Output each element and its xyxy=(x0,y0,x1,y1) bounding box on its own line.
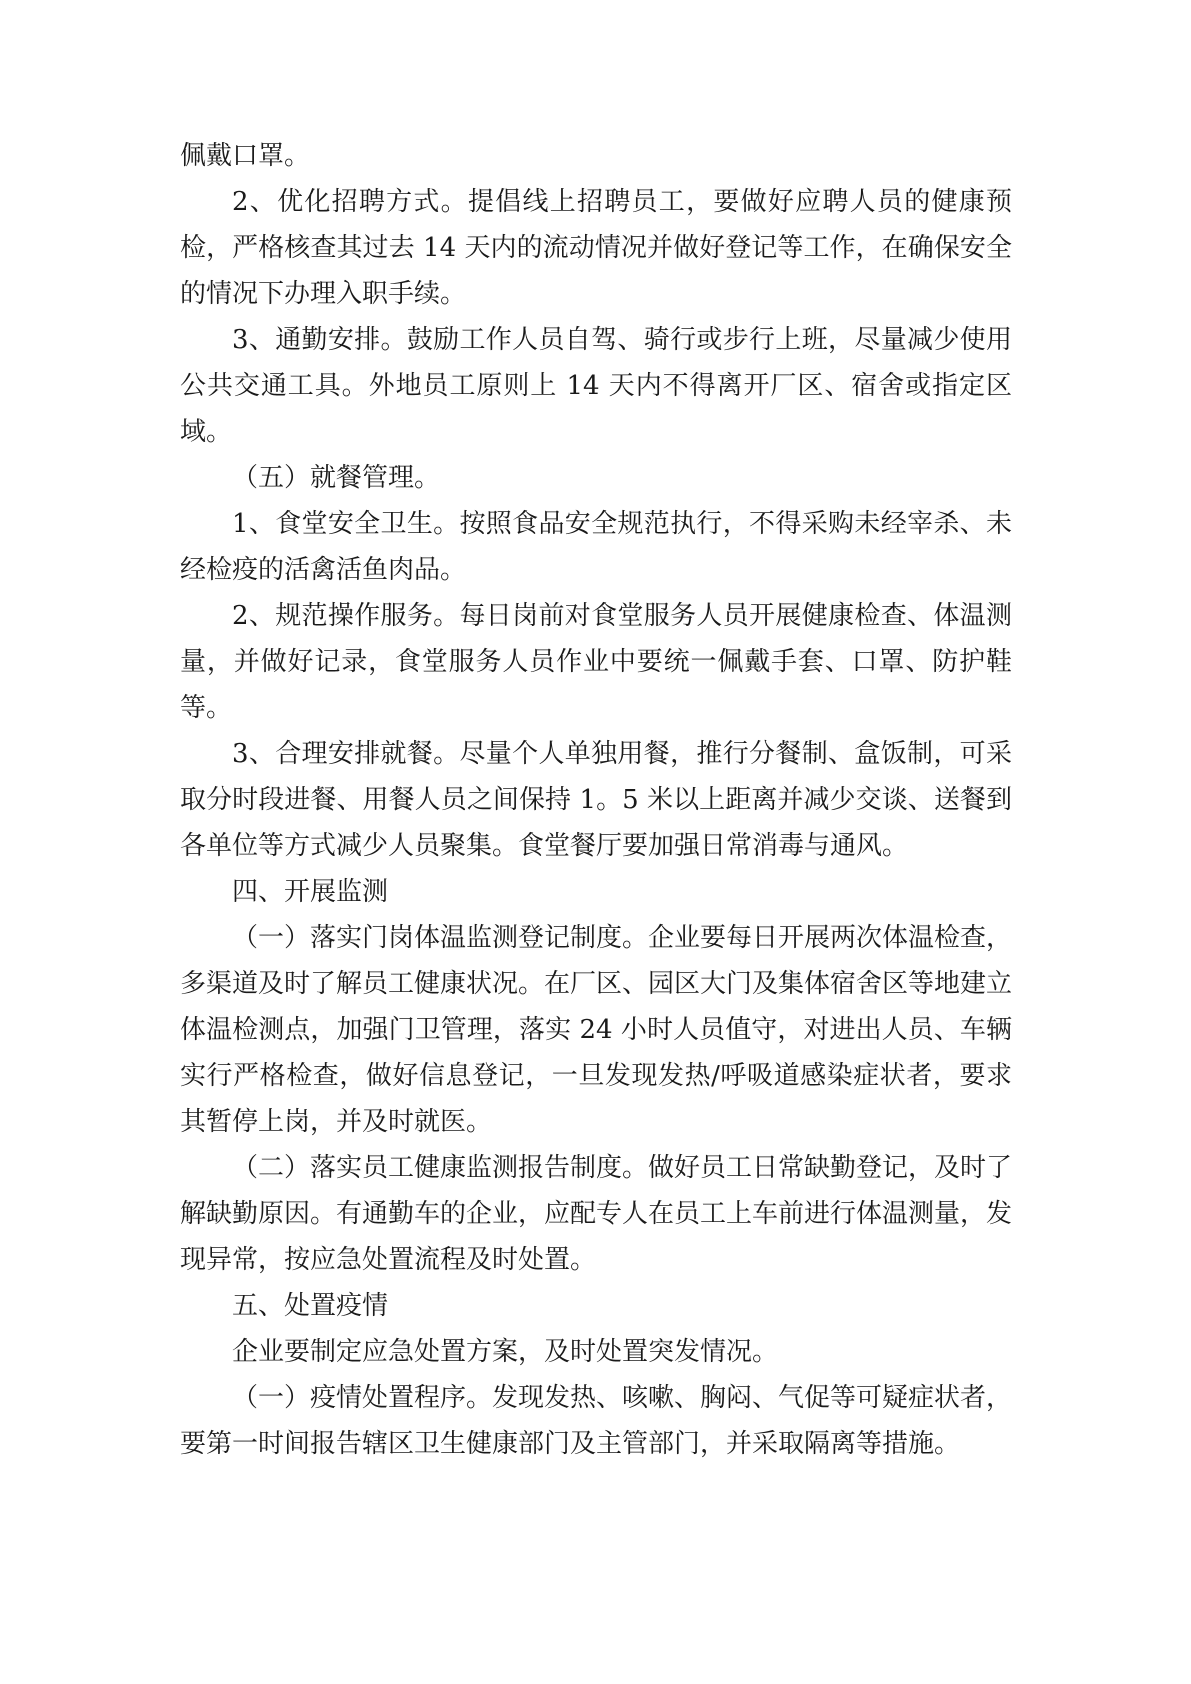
paragraph-service-operation: 2、规范操作服务。每日岗前对食堂服务人员开展健康检查、体温测量，并做好记录，食堂服务人员作业中要统一佩戴手套、口罩、防护鞋等。 xyxy=(180,601,1012,723)
paragraph-health-reporting: （二）落实员工健康监测报告制度。做好员工日常缺勤登记，及时了解缺勤原因。有通勤车的企业，应配专人在员工上车前进行体温测量，发现异常，按应急处置流程及时处置。 xyxy=(180,1153,1013,1275)
document-body xyxy=(180,133,1012,1467)
section-heading-epidemic: 五、处置疫情 xyxy=(232,1291,389,1321)
paragraph-handling-procedure: （一）疫情处置程序。发现发热、咳嗽、胸闷、气促等可疑症状者，要第一时间报告辖区卫生健康部门及主管部门，并采取隔离等措施。 xyxy=(180,1383,1013,1459)
section-heading-monitoring: 四、开展监测 xyxy=(232,877,389,907)
paragraph-mask-continuation: 佩戴口罩。 xyxy=(180,141,311,171)
paragraph-commute: 3、通勤安排。鼓励工作人员自驾、骑行或步行上班，尽量减少使用公共交通工具。外地员工原则上 14 天内不得离开厂区、宿舍或指定区域。 xyxy=(180,325,1012,447)
paragraph-dining-arrangement: 3、合理安排就餐。尽量个人单独用餐，推行分餐制、盒饭制，可采取分时段进餐、用餐人员之间保持 1。5 米以上距离并减少交谈、送餐到各单位等方式减少人员聚集。食堂餐厅要加强日常消毒与通风。 xyxy=(180,739,1012,861)
paragraph-gate-temperature: （一）落实门岗体温监测登记制度。企业要每日开展两次体温检查，多渠道及时了解员工健康状况。在厂区、园区大门及集体宿舍区等地建立体温检测点，加强门卫管理，落实 24 小时人员值守，对进出人员、车辆实行严格检查，做好信息登记，一旦发现发热/呼吸道感染症状者，要求其暂停上岗，并及时就医。 xyxy=(180,923,1013,1137)
paragraph-emergency-plan: 企业要制定应急处置方案，及时处置突发情况。 xyxy=(232,1337,779,1367)
paragraph-canteen-hygiene: 1、食堂安全卫生。按照食品安全规范执行，不得采购未经宰杀、未经检疫的活禽活鱼肉品。 xyxy=(180,509,1012,585)
section-heading-dining: （五）就餐管理。 xyxy=(232,463,441,493)
paragraph-recruitment: 2、优化招聘方式。提倡线上招聘员工，要做好应聘人员的健康预检，严格核查其过去 14 天内的流动情况并做好登记等工作，在确保安全的情况下办理入职手续。 xyxy=(180,187,1012,309)
